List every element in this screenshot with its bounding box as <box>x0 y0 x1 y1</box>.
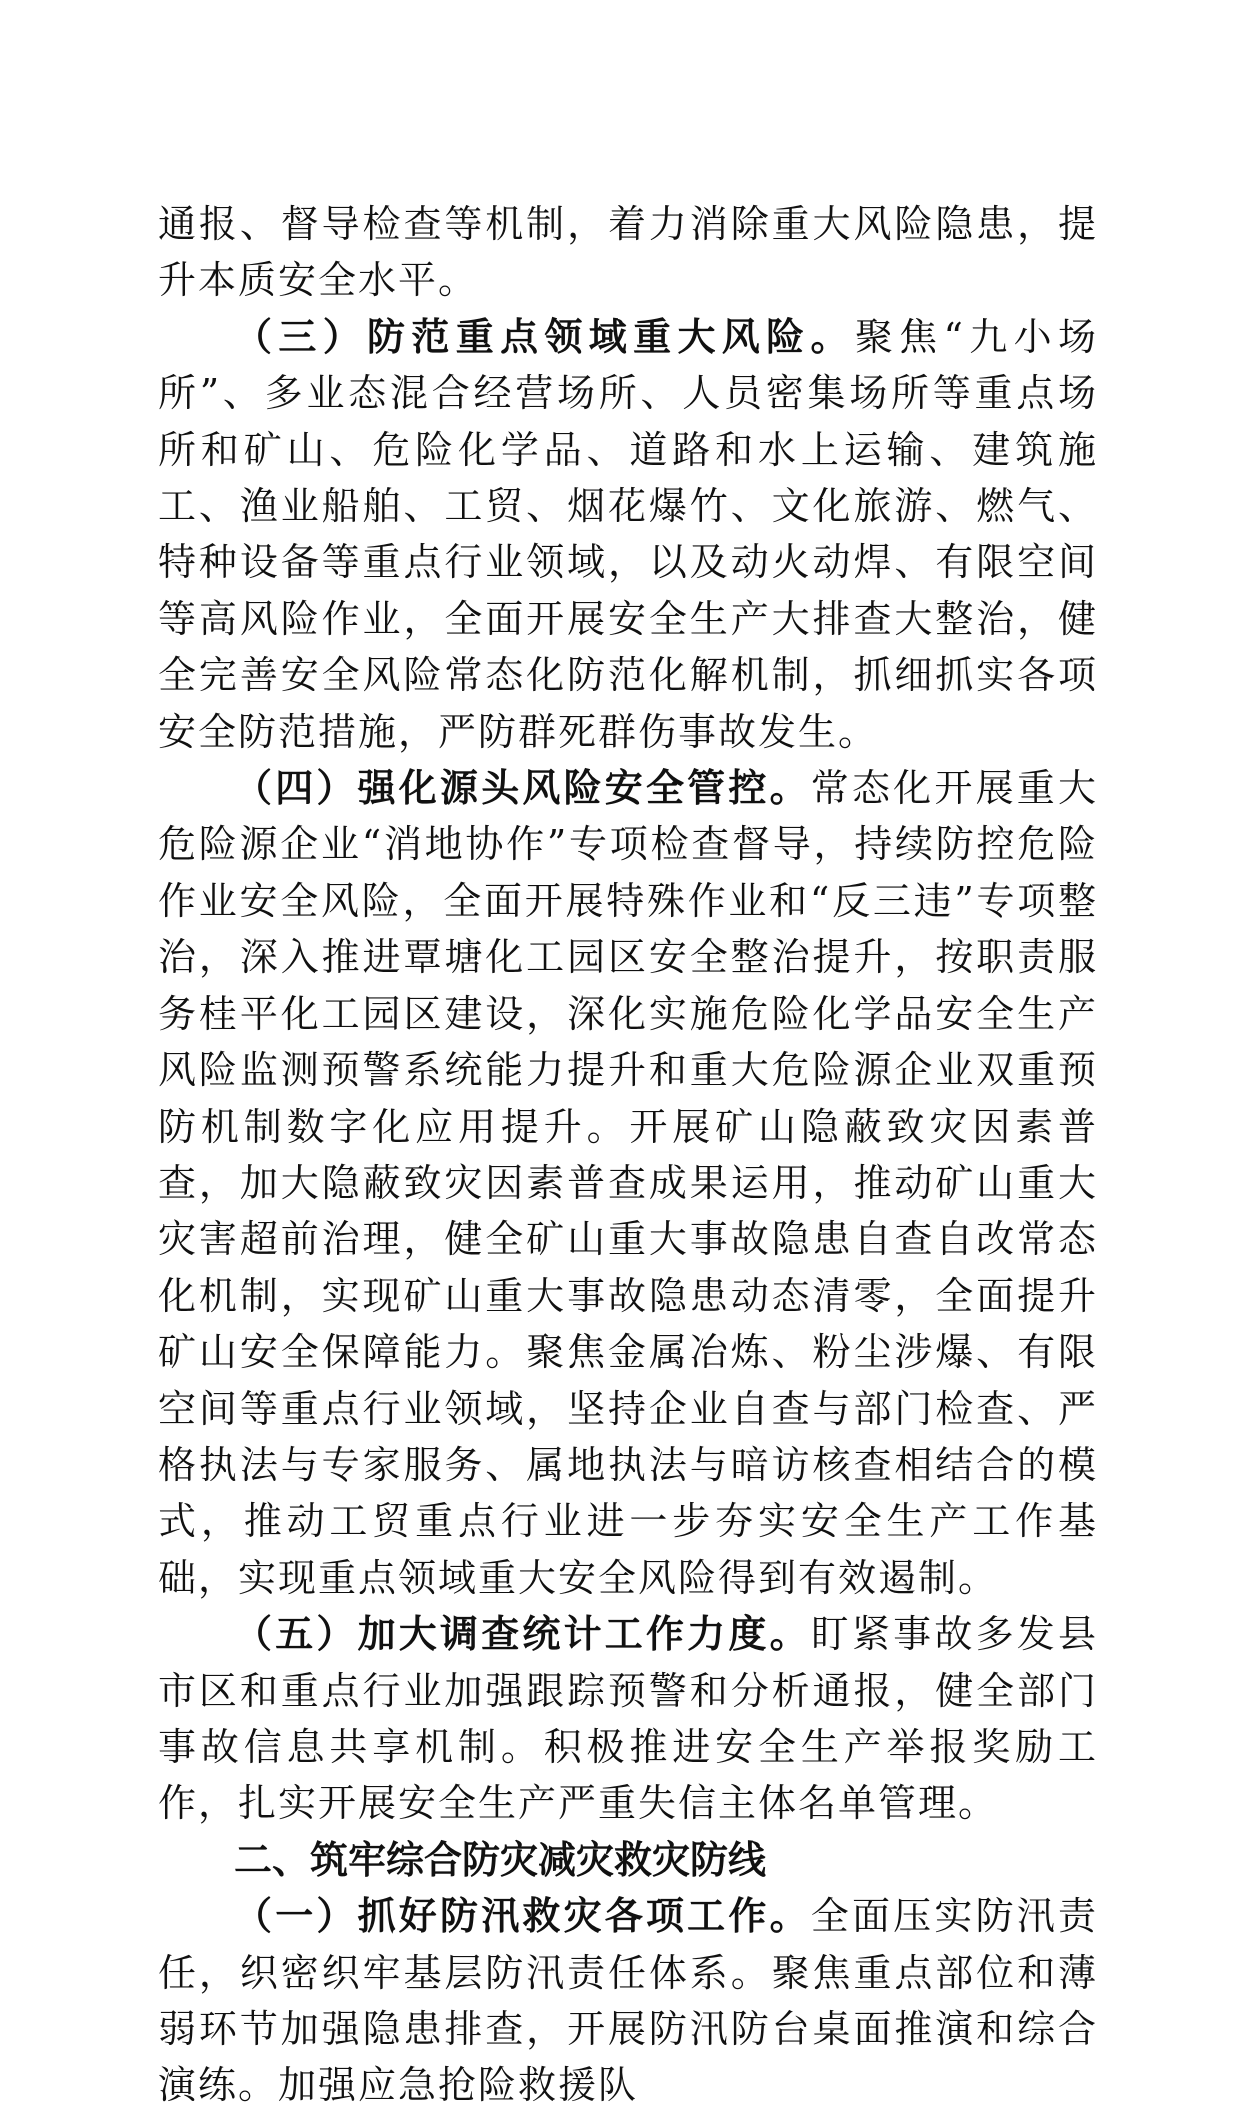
paragraph-text: 聚焦“九小场所”、多业态混合经营场所、人员密集场所等重点场所和矿山、危险化学品、道路和水上运输、建筑施工、渔业船舶、工贸、烟花爆竹、文化旅游、燃气、特种设备等重点行业领域，以及动火动焊、有限空间等高风险作业，全面开展安全生产大排查大整治，健全完善安全风险常态化防范化解机制，抓细抓实各项安全防范措施，严防群死群伤事故发生。 <box>158 314 1098 754</box>
section-heading: 二、筑牢综合防灾减灾救灾防线 <box>234 1837 767 1882</box>
paragraph-continuation <box>158 196 1098 309</box>
paragraph-section2-item-1 <box>158 1888 1098 2114</box>
paragraph-lead: （四）强化源头风险安全管控。 <box>234 765 811 811</box>
paragraph-item-5 <box>158 1606 1098 1832</box>
paragraph-item-4 <box>158 760 1098 1606</box>
paragraph-lead: （一）抓好防汛救灾各项工作。 <box>234 1893 811 1939</box>
paragraph-text: 盯紧事故多发县市区和重点行业加强跟踪预警和分析通报，健全部门事故信息共享机制。积极推进安全生产举报奖励工作，扎实开展安全生产严重失信主体名单管理。 <box>158 1612 1098 1826</box>
paragraph-lead: （三）防范重点领域重大风险。 <box>234 313 855 359</box>
paragraph-item-3 <box>158 309 1098 760</box>
paragraph-text: 常态化开展重大危险源企业“消地协作”专项检查督导，持续防控危险作业安全风险，全面开展特殊作业和“反三违”专项整治，深入推进覃塘化工园区安全整治提升，按职责服务桂平化工园区建设，深化实施危险化学品安全生产风险监测预警系统能力提升和重大危险源企业双重预防机制数字化应用提升。开展矿山隐蔽致灾因素普查，加大隐蔽致灾因素普查成果运用，推动矿山重大灾害超前治理，健全矿山重大事故隐患自查自改常态化机制，实现矿山重大事故隐患动态清零，全面提升矿山安全保障能力。聚焦金属冶炼、粉尘涉爆、有限空间等重点行业领域，坚持企业自查与部门检查、严格执法与专家服务、属地执法与暗访核查相结合的模式，推动工贸重点行业进一步夯实安全生产工作基础，实现重点领域重大安全风险得到有效遏制。 <box>158 766 1098 1600</box>
paragraph-text: 通报、督导检查等机制，着力消除重大风险隐患，提升本质安全水平。 <box>158 202 1098 303</box>
paragraph-text: 全面压实防汛责任，织密织牢基层防汛责任体系。聚焦重点部位和薄弱环节加强隐患排查，开展防汛防台桌面推演和综合演练。加强应急抢险救援队 <box>158 1894 1098 2108</box>
document-body <box>158 196 1098 2114</box>
paragraph-lead: （五）加大调查统计工作力度。 <box>234 1611 811 1657</box>
